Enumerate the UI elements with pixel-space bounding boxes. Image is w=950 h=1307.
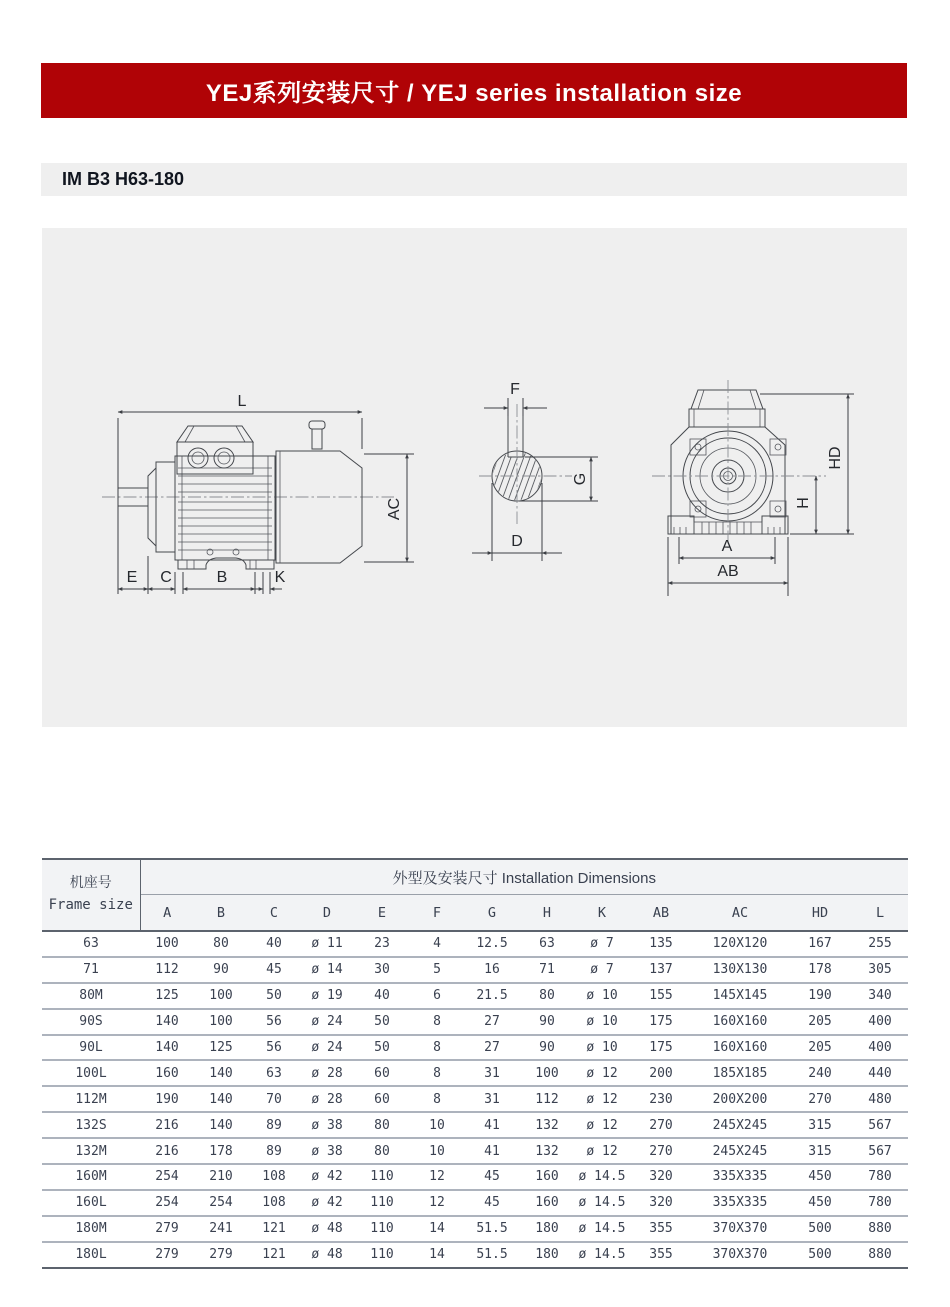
dimension-cell: ø 10 bbox=[574, 983, 630, 1009]
dimension-cell: 45 bbox=[464, 1164, 520, 1190]
dimension-cell: 40 bbox=[248, 931, 300, 957]
dimension-cell: 10 bbox=[410, 1138, 464, 1164]
dimension-cell: 230 bbox=[630, 1086, 692, 1112]
table-body bbox=[42, 931, 908, 1268]
dimension-cell: 255 bbox=[852, 931, 908, 957]
front-view bbox=[652, 380, 854, 596]
dimension-cell: 12 bbox=[410, 1190, 464, 1216]
dimension-cell: 270 bbox=[630, 1138, 692, 1164]
dimension-cell: 110 bbox=[354, 1216, 410, 1242]
dimension-cell: 63 bbox=[520, 931, 574, 957]
dimension-cell: 112 bbox=[140, 957, 194, 983]
frame-size-header bbox=[42, 859, 140, 931]
frame-size-cell: 160L bbox=[42, 1190, 140, 1216]
dimension-cell: 180 bbox=[520, 1216, 574, 1242]
dimension-cell: 240 bbox=[788, 1060, 852, 1086]
dimension-cell: 31 bbox=[464, 1086, 520, 1112]
installation-drawing bbox=[42, 228, 907, 727]
frame-size-cell: 90L bbox=[42, 1035, 140, 1061]
dimension-cell: ø 12 bbox=[574, 1086, 630, 1112]
lifting-bolt-icon bbox=[312, 429, 322, 449]
dimension-cell: 370X370 bbox=[712, 1247, 768, 1263]
dimension-cell: 335X335 bbox=[692, 1164, 788, 1190]
dimension-cell: 50 bbox=[248, 983, 300, 1009]
dimension-cell: 8 bbox=[410, 1060, 464, 1086]
dimension-cell: ø 42 bbox=[300, 1164, 354, 1190]
dimension-cell: 567 bbox=[852, 1112, 908, 1138]
dim-label-b: B bbox=[216, 569, 228, 586]
dim-label-g: G bbox=[572, 472, 590, 486]
dimension-cell: 270 bbox=[788, 1086, 852, 1112]
dimension-cell: ø 28 bbox=[300, 1060, 354, 1086]
dimension-cell: 185X185 bbox=[692, 1060, 788, 1086]
drawing-panel bbox=[42, 228, 907, 727]
dimension-cell: 450 bbox=[788, 1164, 852, 1190]
dimension-cell: 60 bbox=[354, 1060, 410, 1086]
dimension-cell: 160 bbox=[520, 1190, 574, 1216]
dimension-cell: 279 bbox=[155, 1247, 179, 1263]
dimension-cell: ø 28 bbox=[300, 1086, 354, 1112]
frame-size-cell: 71 bbox=[42, 957, 140, 983]
dimension-cell: 245X245 bbox=[692, 1112, 788, 1138]
dimension-cell: 137 bbox=[630, 957, 692, 983]
column-header-l: L bbox=[875, 904, 885, 921]
column-header-hd: HD bbox=[811, 904, 829, 921]
dimension-cell: ø 7 bbox=[574, 931, 630, 957]
dimension-cell: 27 bbox=[464, 1035, 520, 1061]
dimension-cell: 140 bbox=[140, 1035, 194, 1061]
dim-label-ab: AB bbox=[717, 563, 739, 580]
dimension-cell: 89 bbox=[248, 1138, 300, 1164]
dimension-cell: 45 bbox=[248, 957, 300, 983]
dimension-cell: 355 bbox=[649, 1247, 673, 1263]
dimension-cell: 340 bbox=[852, 983, 908, 1009]
dim-label-f: F bbox=[510, 381, 520, 398]
table-row bbox=[42, 1242, 908, 1268]
dimension-cell: 254 bbox=[194, 1190, 248, 1216]
table-row bbox=[42, 1190, 908, 1216]
dimension-cell: 205 bbox=[788, 1035, 852, 1061]
cable-gland-icon bbox=[188, 448, 208, 468]
dimension-cell: 125 bbox=[194, 1035, 248, 1061]
dimension-cell: 10 bbox=[410, 1112, 464, 1138]
dimension-cell: 80 bbox=[194, 931, 248, 957]
dimension-cell: 4 bbox=[410, 931, 464, 957]
column-header-ac: AC bbox=[731, 904, 749, 921]
dimension-cell: 140 bbox=[140, 1009, 194, 1035]
dimension-cell: 100 bbox=[140, 931, 194, 957]
dimension-cell: 80 bbox=[354, 1138, 410, 1164]
installation-dimensions-table bbox=[42, 858, 908, 1269]
dimension-cell: ø 12 bbox=[574, 1112, 630, 1138]
dimension-cell: 100 bbox=[194, 983, 248, 1009]
dimension-cell: 210 bbox=[194, 1164, 248, 1190]
dimension-cell: 51.5 bbox=[464, 1216, 520, 1242]
subtitle-strip bbox=[41, 163, 907, 196]
dimension-cell: 370X370 bbox=[692, 1216, 788, 1242]
dim-label-e: E bbox=[126, 569, 138, 586]
title-banner bbox=[41, 63, 907, 118]
dimension-cell: 160 bbox=[140, 1060, 194, 1086]
dimension-cell: 190 bbox=[140, 1086, 194, 1112]
dimension-cell: 200 bbox=[630, 1060, 692, 1086]
dimension-cell: 121 bbox=[262, 1247, 286, 1263]
dimension-cell: 8 bbox=[410, 1009, 464, 1035]
cable-gland-icon bbox=[214, 448, 234, 468]
frame-size-header-zh: 机座号 bbox=[69, 875, 112, 892]
dimension-cell: 241 bbox=[194, 1216, 248, 1242]
table-row bbox=[42, 1164, 908, 1190]
column-header-g: G bbox=[487, 904, 497, 921]
dimension-cell: ø 48 bbox=[311, 1247, 343, 1263]
dimension-cell: 880 bbox=[868, 1247, 892, 1263]
dimension-cell: 41 bbox=[464, 1112, 520, 1138]
dimension-cell: ø 14 bbox=[300, 957, 354, 983]
frame-size-cell: 80M bbox=[42, 983, 140, 1009]
dimension-cell: 355 bbox=[630, 1216, 692, 1242]
frame-size-cell: 90S bbox=[42, 1009, 140, 1035]
dimension-cell: 178 bbox=[788, 957, 852, 983]
dimension-cell: 30 bbox=[354, 957, 410, 983]
dimension-cell: ø 12 bbox=[574, 1138, 630, 1164]
dimension-cell: 200X200 bbox=[692, 1086, 788, 1112]
dimension-cell: 780 bbox=[852, 1164, 908, 1190]
dimension-cell: 90 bbox=[194, 957, 248, 983]
dimension-cell: 51.5 bbox=[476, 1247, 508, 1263]
dimension-cell: 110 bbox=[354, 1164, 410, 1190]
dimension-cell: 112 bbox=[520, 1086, 574, 1112]
dimension-cell: 500 bbox=[808, 1247, 832, 1263]
dimension-cell: ø 11 bbox=[300, 931, 354, 957]
dimension-cell: ø 12 bbox=[574, 1060, 630, 1086]
dimensions-group-header: 外型及安装尺寸 Installation Dimensions bbox=[140, 859, 908, 895]
dim-label-d: D bbox=[511, 533, 523, 550]
table-row bbox=[42, 1060, 908, 1086]
dimension-cell: 6 bbox=[410, 983, 464, 1009]
dimension-cell: 40 bbox=[354, 983, 410, 1009]
dimension-cell: 120X120 bbox=[692, 931, 788, 957]
dim-label-k: K bbox=[274, 569, 286, 586]
dimension-cell: 132 bbox=[520, 1138, 574, 1164]
dimension-cell: ø 19 bbox=[300, 983, 354, 1009]
dimension-cell: 50 bbox=[354, 1009, 410, 1035]
dimension-cell: ø 7 bbox=[574, 957, 630, 983]
dimension-cell: 270 bbox=[630, 1112, 692, 1138]
dimension-cell: 140 bbox=[194, 1112, 248, 1138]
column-header-d: D bbox=[322, 904, 332, 921]
dimension-cell: 335X335 bbox=[692, 1190, 788, 1216]
dimension-cell: 71 bbox=[520, 957, 574, 983]
group-header-row bbox=[42, 859, 908, 895]
dimension-cell: 400 bbox=[852, 1009, 908, 1035]
dimension-cell: 320 bbox=[630, 1190, 692, 1216]
table-row bbox=[42, 1009, 908, 1035]
table-row bbox=[42, 931, 908, 957]
dimension-cell: 205 bbox=[788, 1009, 852, 1035]
dimension-cell: 160X160 bbox=[692, 1035, 788, 1061]
dimension-cell: ø 14.5 bbox=[574, 1190, 630, 1216]
dimension-cell: 175 bbox=[630, 1009, 692, 1035]
column-header-b: B bbox=[216, 904, 226, 921]
dimension-cell: 5 bbox=[410, 957, 464, 983]
frame-size-cell: 180L bbox=[75, 1247, 107, 1263]
dimension-cell: 320 bbox=[630, 1164, 692, 1190]
dimension-cell: 132 bbox=[520, 1112, 574, 1138]
dimension-cell: 56 bbox=[248, 1009, 300, 1035]
dimension-cell: 130X130 bbox=[692, 957, 788, 983]
dimension-cell: 31 bbox=[464, 1060, 520, 1086]
dimension-cell: ø 14.5 bbox=[578, 1247, 626, 1263]
dimension-cell: 315 bbox=[788, 1112, 852, 1138]
dimension-cell: 780 bbox=[852, 1190, 908, 1216]
mounting-code-label: IM B3 H63-180 bbox=[62, 169, 185, 189]
dimension-cell: 178 bbox=[194, 1138, 248, 1164]
dimension-cell: 450 bbox=[788, 1190, 852, 1216]
dimension-cell: 216 bbox=[140, 1112, 194, 1138]
dimension-cell: 56 bbox=[248, 1035, 300, 1061]
column-header-e: E bbox=[377, 904, 387, 921]
dimension-cell: 500 bbox=[788, 1216, 852, 1242]
table-row bbox=[42, 1216, 908, 1242]
dimension-cell: 110 bbox=[370, 1247, 394, 1263]
frame-size-cell: 63 bbox=[42, 931, 140, 957]
dimension-cell: 50 bbox=[354, 1035, 410, 1061]
table-row bbox=[42, 1035, 908, 1061]
column-header-k: K bbox=[597, 904, 607, 921]
dimension-cell: 135 bbox=[630, 931, 692, 957]
dim-label-hd: HD bbox=[827, 446, 845, 470]
column-header-f: F bbox=[432, 904, 442, 921]
dimension-cell: 14 bbox=[429, 1247, 445, 1263]
table-row bbox=[42, 983, 908, 1009]
dimension-cell: 279 bbox=[140, 1216, 194, 1242]
dimension-cell: 190 bbox=[788, 983, 852, 1009]
shaft-section-view bbox=[472, 381, 598, 561]
dimension-cell: ø 14.5 bbox=[574, 1216, 630, 1242]
frame-size-cell: 100L bbox=[42, 1060, 140, 1086]
dimension-cell: 175 bbox=[630, 1035, 692, 1061]
dimension-cell: 180 bbox=[535, 1247, 559, 1263]
dimension-cell: ø 42 bbox=[300, 1190, 354, 1216]
dimension-cell: 279 bbox=[209, 1247, 233, 1263]
dimension-cell: 216 bbox=[140, 1138, 194, 1164]
frame-size-header-en: Frame size bbox=[48, 897, 133, 913]
dimension-cell: 80 bbox=[354, 1112, 410, 1138]
dimension-cell: 100 bbox=[520, 1060, 574, 1086]
dimension-cell: 90 bbox=[520, 1009, 574, 1035]
dimension-cell: 80 bbox=[520, 983, 574, 1009]
frame-size-cell: 180M bbox=[42, 1216, 140, 1242]
frame-size-cell: 132M bbox=[42, 1138, 140, 1164]
dimension-cell: 90 bbox=[520, 1035, 574, 1061]
dimension-cell: 121 bbox=[248, 1216, 300, 1242]
dimension-cell: 245X245 bbox=[692, 1138, 788, 1164]
column-header-row bbox=[42, 895, 908, 932]
column-header-a: A bbox=[163, 904, 172, 921]
column-header-h: H bbox=[542, 904, 552, 921]
table-row bbox=[42, 957, 908, 983]
dimension-cell: 16 bbox=[464, 957, 520, 983]
dimension-cell: 108 bbox=[248, 1190, 300, 1216]
dimension-cell: 12.5 bbox=[464, 931, 520, 957]
dimension-cell: 8 bbox=[410, 1086, 464, 1112]
dimension-cell: 108 bbox=[248, 1164, 300, 1190]
dimension-cell: 125 bbox=[140, 983, 194, 1009]
dimension-cell: 155 bbox=[630, 983, 692, 1009]
dimension-cell: 21.5 bbox=[464, 983, 520, 1009]
dimension-cell: ø 10 bbox=[574, 1009, 630, 1035]
dimension-cell: ø 10 bbox=[574, 1035, 630, 1061]
dimension-cell: 145X145 bbox=[692, 983, 788, 1009]
dimension-cell: ø 24 bbox=[300, 1035, 354, 1061]
table-row bbox=[42, 1138, 908, 1164]
dimension-cell: 89 bbox=[248, 1112, 300, 1138]
dimension-cell: 23 bbox=[354, 931, 410, 957]
dimension-cell: 315 bbox=[788, 1138, 852, 1164]
frame-size-cell: 160M bbox=[42, 1164, 140, 1190]
dimension-cell: 27 bbox=[464, 1009, 520, 1035]
dimension-cell: 8 bbox=[410, 1035, 464, 1061]
dimension-cell: 63 bbox=[248, 1060, 300, 1086]
dimension-cell: 880 bbox=[852, 1216, 908, 1242]
dimension-cell: ø 38 bbox=[300, 1112, 354, 1138]
dimension-cell: 254 bbox=[140, 1190, 194, 1216]
dimension-cell: 45 bbox=[464, 1190, 520, 1216]
dimension-cell: ø 24 bbox=[300, 1009, 354, 1035]
dimension-cell: 41 bbox=[464, 1138, 520, 1164]
side-view bbox=[102, 393, 414, 594]
dimension-cell: 400 bbox=[852, 1035, 908, 1061]
dimension-cell: 305 bbox=[852, 957, 908, 983]
dimension-cell: 480 bbox=[852, 1086, 908, 1112]
frame-size-cell: 132S bbox=[42, 1112, 140, 1138]
dimension-cell: 110 bbox=[354, 1190, 410, 1216]
frame-size-cell: 112M bbox=[42, 1086, 140, 1112]
dimension-cell: 100 bbox=[194, 1009, 248, 1035]
dimension-cell: 440 bbox=[852, 1060, 908, 1086]
dimension-cell: 254 bbox=[140, 1164, 194, 1190]
dim-label-l: L bbox=[237, 393, 247, 410]
dimension-cell: 12 bbox=[410, 1164, 464, 1190]
dimension-cell: 60 bbox=[354, 1086, 410, 1112]
page-title: YEJ系列安装尺寸 / YEJ series installation size bbox=[205, 80, 743, 107]
dimension-cell: 140 bbox=[194, 1086, 248, 1112]
dimension-cell: 140 bbox=[194, 1060, 248, 1086]
table-row bbox=[42, 1112, 908, 1138]
dimension-cell: 160 bbox=[520, 1164, 574, 1190]
dimension-cell: ø 14.5 bbox=[574, 1164, 630, 1190]
dim-label-ac: AC bbox=[386, 497, 404, 521]
dim-label-a: A bbox=[721, 538, 733, 555]
dimension-cell: 567 bbox=[852, 1138, 908, 1164]
dimension-cell: 14 bbox=[410, 1216, 464, 1242]
dimension-cell: 70 bbox=[248, 1086, 300, 1112]
dimension-cell: ø 48 bbox=[300, 1216, 354, 1242]
column-header-ab: AB bbox=[652, 904, 670, 921]
column-header-c: C bbox=[269, 904, 279, 921]
table-row bbox=[42, 1086, 908, 1112]
dimension-cell: 160X160 bbox=[692, 1009, 788, 1035]
dimension-cell: 167 bbox=[788, 931, 852, 957]
dimension-cell: ø 38 bbox=[300, 1138, 354, 1164]
dim-label-h: H bbox=[795, 497, 813, 509]
dim-label-c: C bbox=[160, 569, 172, 586]
